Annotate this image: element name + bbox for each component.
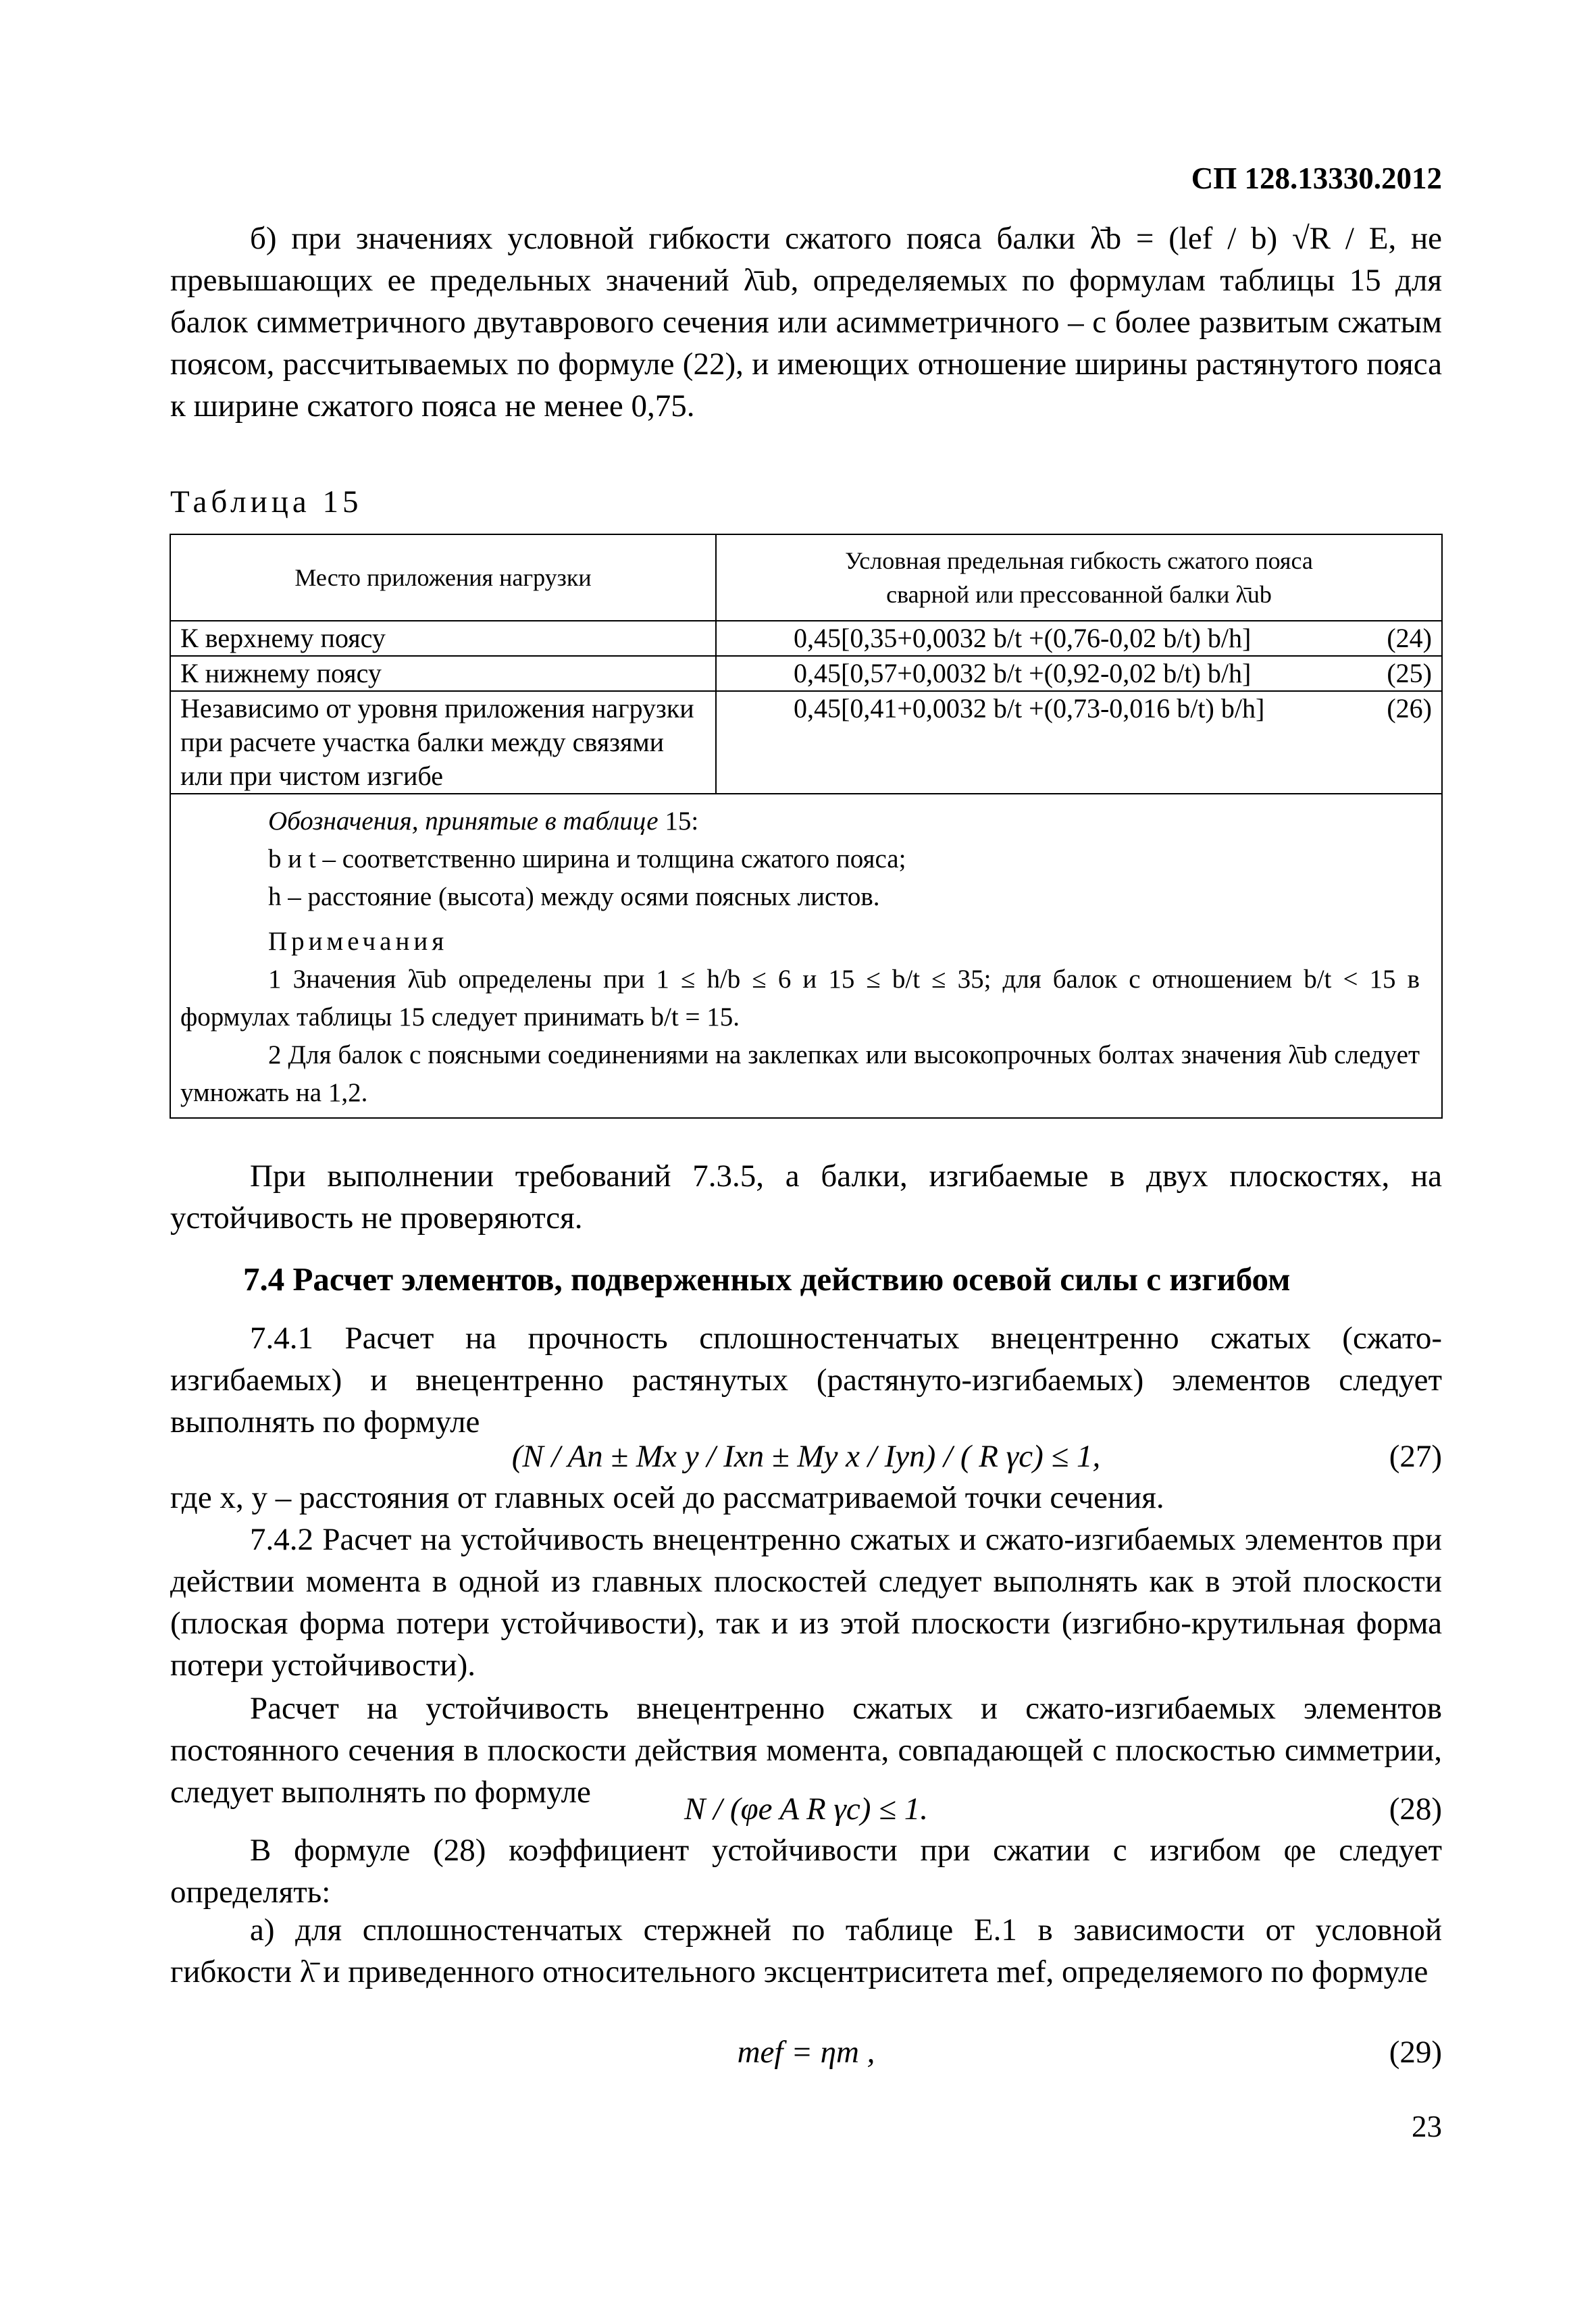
formula-text: 0,45[0,35+0,0032 b/t +(0,76-0,02 b/t) b/h] — [794, 623, 1252, 653]
equation-28 — [170, 1787, 1442, 1831]
designations-title-text: Обозначения, принятые в таблице — [268, 807, 659, 836]
load-place-cell: К нижнему поясу — [170, 656, 716, 691]
equation-27 — [170, 1435, 1442, 1478]
page-number: 23 — [1412, 2110, 1442, 2143]
section-7-4-title: 7.4 Расчет элементов, подверженных действию осевой силы с изгибом — [243, 1261, 1291, 1298]
table-15 — [170, 534, 1443, 1119]
table-header-row — [170, 534, 1442, 621]
table-row — [170, 621, 1442, 656]
intro-paragraph — [170, 218, 1442, 427]
formula-text: 0,45[0,41+0,0032 b/t +(0,73-0,016 b/t) b/h] — [794, 693, 1265, 723]
document-code: СП 128.13330.2012 — [1191, 161, 1442, 195]
formula-number: (24) — [1387, 623, 1432, 653]
equation-28-number: (28) — [1389, 1791, 1442, 1827]
remark-1: 1 Значения λ̄ub определены при 1 ≤ h/b ≤ 6 и 15 ≤ b/t ≤ 35; для балок с отношением b/t < 15 в формулах таблицы 15 следует принимать b/t = 15. — [180, 965, 1420, 1032]
intro-text-c: , определяемых по формулам таблицы 15 для балок симметричного двутаврового сечения или асимметричного – с более развитым сжатым поясом, рассчитываемых по формуле (22), и имеющих отношение ширины растянутого пояса к ширине сжатого пояса не менее 0,75. — [170, 263, 1443, 424]
formula-cell — [716, 691, 1442, 794]
equation-28-formula: N / (φe A R γc) ≤ 1. — [684, 1791, 928, 1827]
intro-text-a: б) при значениях условной гибкости сжатого пояса балки — [250, 221, 1076, 256]
designation-bt: b и t – соответственно ширина и толщина сжатого пояса; — [268, 844, 906, 873]
formula-text: 0,45[0,57+0,0032 b/t +(0,92-0,02 b/t) b/h] — [794, 658, 1252, 688]
intro-text-b: , не превышающих ее предельных значений — [170, 221, 1442, 298]
designation-h: h – расстояние (высота) между осями поясных листов. — [268, 882, 880, 911]
formula-number: (26) — [1387, 693, 1432, 723]
remarks-title: Примечания — [268, 927, 448, 956]
table-notes-row — [170, 794, 1442, 1118]
header-slenderness-line2: сварной или прессованной балки λ̄ub — [886, 581, 1272, 608]
table-row — [170, 656, 1442, 691]
equation-27-number: (27) — [1389, 1439, 1442, 1474]
load-place-cell: К верхнему поясу — [170, 621, 716, 656]
paragraph-a: а) для сплошностенчатых стержней по таблице Е.1 в зависимости от условной гибкости λ̄ и приведенного относительного эксцентриситета mef, определяемого по формуле — [170, 1912, 1442, 1989]
load-place-cell: Независимо от уровня приложения нагрузки при расчете участка балки между связями или при чистом изгибе — [170, 691, 716, 794]
equation-29-formula: mef = ηm , — [737, 2035, 875, 2070]
lambda-ub-symbol: λ̄ub — [743, 263, 791, 298]
designations-title — [180, 803, 1420, 840]
equation-27-formula: (N / An ± Mx y / Ixn ± My x / Iyn) / ( R γc) ≤ 1, — [511, 1439, 1101, 1474]
remark-2: 2 Для балок с поясными соединениями на заклепках или высокопрочных болтах значения λ̄ub следует умножать на 1,2. — [180, 1040, 1420, 1107]
paragraph-7-4-1: 7.4.1 Расчет на прочность сплошностенчатых внецентренно сжатых (сжато-изгибаемых) и внецентренно растянутых (растянуто-изгибаемых) элементов следует выполнять по формуле — [170, 1321, 1442, 1440]
formula-cell — [716, 621, 1442, 656]
table-caption: Таблица 15 — [170, 484, 363, 519]
formula-cell — [716, 656, 1442, 691]
table-header-slenderness — [716, 534, 1442, 621]
paragraph-7-4-2: 7.4.2 Расчет на устойчивость внецентренно сжатых и сжато-изгибаемых элементов при действии момента в одной из главных плоскостей следует выполнять как в этой плоскости (плоская форма потери устойчивости), так и из этой плоскости (изгибно-крутильная форма потери устойчивости). — [170, 1522, 1442, 1683]
table-notes — [170, 794, 1442, 1118]
paragraph-formula-28: В формуле (28) коэффициент устойчивости при сжатии с изгибом φe следует определять: — [170, 1833, 1442, 1910]
paragraph-stability: Расчет на устойчивость внецентренно сжатых и сжато-изгибаемых элементов постоянного сечения в плоскости действия момента, совпадающей с плоскостью симметрии, следует выполнять по формуле — [170, 1691, 1442, 1810]
where-xy: где x, y – расстояния от главных осей до рассматриваемой точки сечения. — [170, 1480, 1164, 1515]
table-row — [170, 691, 1442, 794]
equation-29-number: (29) — [1389, 2035, 1442, 2070]
lambda-b-formula: λ̄b = (lef / b) √R / E — [1089, 221, 1389, 256]
table-header-place: Место приложения нагрузки — [170, 534, 716, 621]
formula-number: (25) — [1387, 658, 1432, 688]
paragraph-after-table: При выполнении требований 7.3.5, а балки, изгибаемые в двух плоскостях, на устойчивость не проверяются. — [170, 1159, 1442, 1236]
equation-29 — [170, 2031, 1442, 2074]
designations-ref: 15: — [665, 807, 699, 836]
header-slenderness-line1: Условная предельная гибкость сжатого пояса — [845, 547, 1313, 574]
